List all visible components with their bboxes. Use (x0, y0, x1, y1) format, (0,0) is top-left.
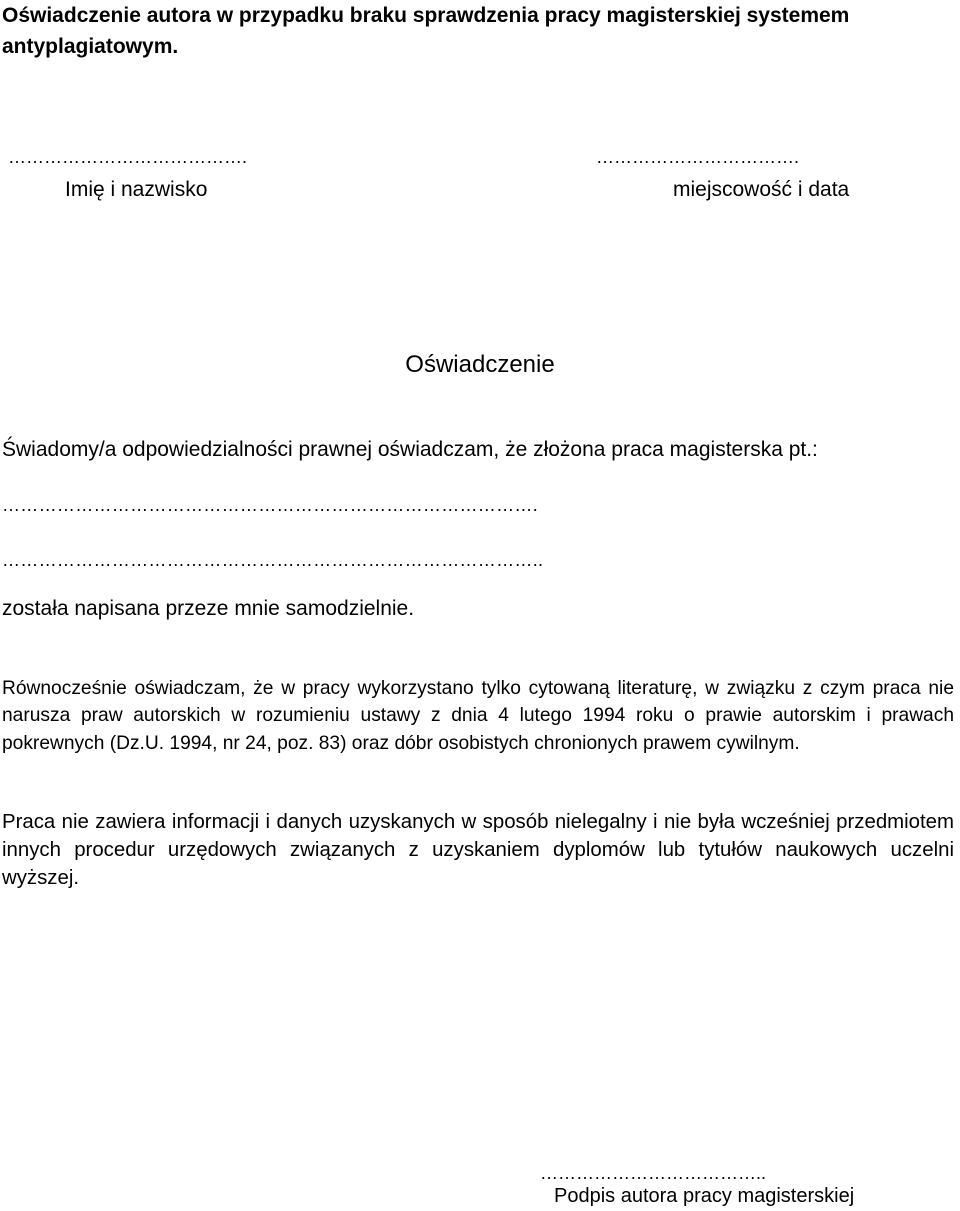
authorship-statement: została napisana przeze mnie samodzielnie. (2, 597, 415, 620)
signature-label: Podpis autora pracy magisterskiej (554, 1185, 855, 1207)
name-fill-line: …………………………………. (8, 147, 248, 167)
thesis-title-fill-line-1: ……………………………………………………………………………. (2, 495, 539, 515)
document-header-title: Oświadczenie autora w przypadku braku sprawdzenia pracy magisterskiej systemem antyplagiatowym. (2, 4, 850, 58)
copyright-paragraph: Równocześnie oświadczam, że w pracy wykorzystano tylko cytowaną literaturę, w związku z czym praca nie narusza praw autorskich w rozumieniu ustawy z dnia 4 lutego 1994 roku o prawie autorskim i prawach pokrewnych (Dz.U. 1994, nr 24, poz. 83) oraz dóbr osobistych chronionych prawem cywilnym. (2, 678, 954, 754)
legality-paragraph: Praca nie zawiera informacji i danych uzyskanych w sposób nielegalny i nie była wcześniej przedmiotem innych procedur urzędowych związanych z uzyskaniem dyplomów lub tytułów naukowych uczelni wyższej. (2, 811, 954, 889)
statement-title: Oświadczenie (405, 351, 555, 378)
thesis-title-fill-line-2: …………………………………………………………………………….. (2, 550, 544, 570)
name-label: Imię i nazwisko (65, 178, 208, 201)
statement-intro: Świadomy/a odpowiedzialności prawnej oświadczam, że złożona praca magisterska pt.: (2, 438, 818, 461)
place-date-label: miejscowość i data (673, 178, 850, 201)
place-date-fill-line: ……………………………. (596, 147, 800, 167)
signature-fill-line: ……………………………….. (540, 1163, 767, 1183)
